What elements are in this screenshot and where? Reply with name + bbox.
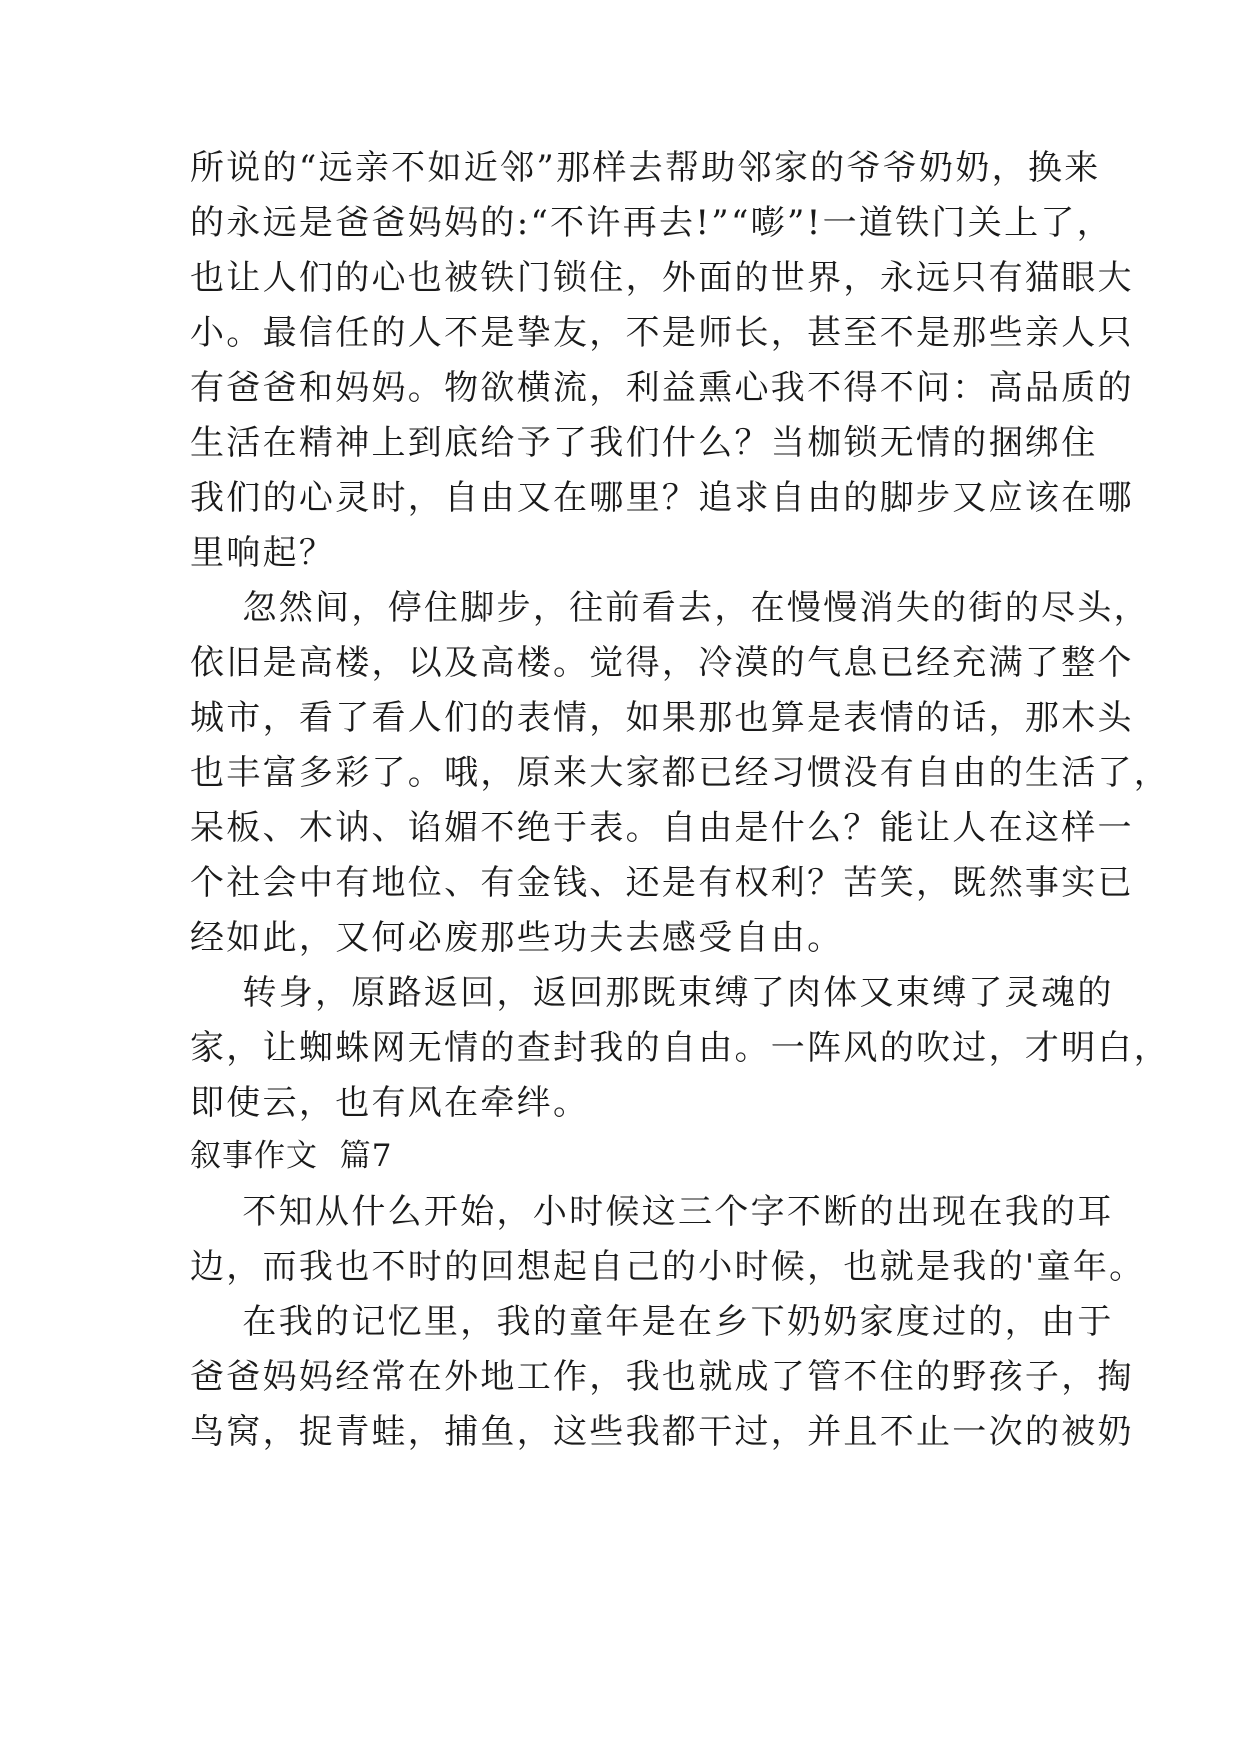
text-line: 城市，看了看人们的表情，如果那也算是表情的话，那木头 (190, 698, 1134, 738)
text-line: 即使云，也有风在牵绊。 (190, 1083, 590, 1123)
text-line: 家，让蜘蛛网无情的查封我的自由。一阵风的吹过，才明白， (190, 1028, 1171, 1068)
text-line: 也丰富多彩了。哦，原来大家都已经习惯没有自由的生活了， (190, 753, 1171, 793)
paragraph-start-line: 在我的记忆里，我的童年是在乡下奶奶家度过的，由于 (190, 1302, 1114, 1342)
text-line: 呆板、木讷、谄媚不绝于表。自由是什么？能让人在这样一 (190, 808, 1134, 848)
text-line: 爸爸妈妈经常在外地工作，我也就成了管不住的野孩子，掏 (190, 1357, 1134, 1397)
text-line: 所说的“远亲不如近邻”那样去帮助邻家的爷爷奶奶，换来 (190, 148, 1101, 188)
text-line: 经如此，又何必废那些功夫去感受自由。 (190, 918, 844, 958)
text-line: 鸟窝，捉青蛙，捕鱼，这些我都干过，并且不止一次的被奶 (190, 1412, 1134, 1452)
text-line: 个社会中有地位、有金钱、还是有权利？苦笑，既然事实已 (190, 863, 1134, 903)
text-line: 小。最信任的人不是挚友，不是师长，甚至不是那些亲人只 (190, 313, 1134, 353)
paragraph-start-line: 不知从什么开始，小时候这三个字不断的出现在我的耳 (190, 1192, 1114, 1232)
paragraph-start-line: 忽然间，停住脚步，往前看去，在慢慢消失的街的尽头， (190, 588, 1150, 628)
text-line: 生活在精神上到底给予了我们什么？当枷锁无情的捆绑住 (190, 423, 1098, 463)
text-line: 有爸爸和妈妈。物欲横流，利益熏心我不得不问：高品质的 (190, 368, 1134, 408)
text-line: 我们的心灵时，自由又在哪里？追求自由的脚步又应该在哪 (190, 478, 1134, 518)
text-line: 的永远是爸爸妈妈的:“不许再去!”“嘭”!一道铁门关上了， (190, 203, 1114, 243)
paragraph-start-line: 转身，原路返回，返回那既束缚了肉体又束缚了灵魂的 (190, 973, 1114, 1013)
text-line: 依旧是高楼，以及高楼。觉得，冷漠的气息已经充满了整个 (190, 643, 1134, 683)
text-line: 里响起？ (190, 533, 336, 573)
text-line: 也让人们的心也被铁门锁住，外面的世界，永远只有猫眼大 (190, 258, 1134, 298)
section-heading: 叙事作文 篇7 (190, 1138, 393, 1174)
text-line: 边，而我也不时的回想起自己的小时候，也就是我的'童年。 (190, 1247, 1146, 1287)
